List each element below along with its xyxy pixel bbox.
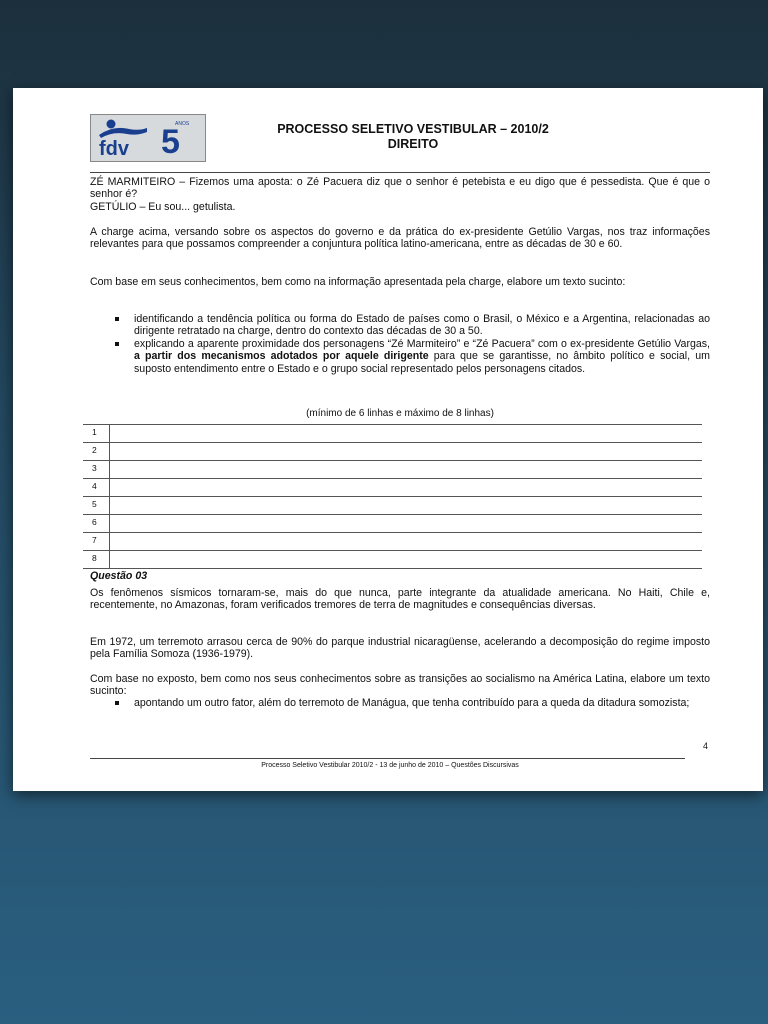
answer-line[interactable] (83, 515, 702, 533)
document-header (243, 122, 583, 152)
line-separator (109, 515, 110, 533)
line-separator (109, 461, 110, 479)
page-number: 4 (703, 741, 709, 751)
line-separator (109, 479, 110, 497)
line-separator (109, 425, 110, 443)
question-3-item-text: apontando um outro fator, além do terremoto de Manágua, que tenha contribuído para a queda da ditadura somozista; (134, 697, 690, 709)
answer-line[interactable] (83, 533, 702, 551)
bullet-icon (115, 317, 119, 321)
line-separator (109, 497, 110, 515)
paragraph-1: A charge acima, versando sobre os aspectos do governo e da prática do ex-presidente Getúlio Vargas, nos traz informações relevantes para que possamos compreender a conjuntura política latino-americana, entre as décadas de 30 e 60. (90, 226, 710, 251)
line-separator (109, 551, 110, 569)
header-title: PROCESSO SELETIVO VESTIBULAR – 2010/2 (277, 122, 549, 136)
fdv-logo-graphic (91, 115, 205, 161)
instruction-text-1: identificando a tendência política ou forma do Estado de países como o Brasil, o México e a Argentina, relacionadas ao dirigente retratado na charge, dentro do contexto das décadas de 30 a 50. (134, 313, 710, 338)
line-separator (109, 533, 110, 551)
paragraph-2: Com base em seus conhecimentos, bem como na informação apresentada pela charge, elabore um texto sucinto: (90, 276, 626, 288)
line-number: 5 (92, 499, 97, 509)
line-number: 2 (92, 445, 97, 455)
instruction-text-2a: explicando a aparente proximidade dos personagens “Zé Marmiteiro” e “Zé Pacuera” com o ex-presidente Getúlio Vargas, (134, 337, 710, 350)
footer-rule (90, 758, 685, 759)
page-footer: Processo Seletivo Vestibular 2010/2 - 13 de junho de 2010 – Questões Discursivas (261, 762, 519, 769)
fdv-logo (90, 114, 206, 162)
instruction-text-2-bold: a partir dos mecanismos adotados por aquele dirigente (134, 350, 429, 363)
instruction-item-2 (90, 338, 710, 375)
logo-number: 5 (161, 123, 180, 161)
question-3-paragraph-3: Com base no exposto, bem como nos seus conhecimentos sobre as transições ao socialismo na América Latina, elabore um texto sucinto: (90, 673, 710, 698)
logo-small-text: ANOS (175, 121, 190, 127)
line-separator (109, 443, 110, 461)
instruction-item-1 (90, 313, 710, 338)
answer-lines[interactable] (83, 424, 702, 569)
dialogue-line-2: GETÚLIO – Eu sou... getulista. (90, 200, 236, 213)
instruction-list (90, 313, 710, 375)
line-number: 4 (92, 481, 97, 491)
lines-note: (mínimo de 6 linhas e máximo de 8 linhas) (306, 408, 494, 419)
answer-line[interactable] (83, 461, 702, 479)
dialogue-line-1: ZÉ MARMITEIRO – Fizemos uma aposta: o Zé Pacuera diz que o senhor é petebista e eu digo que é pessedista. Que é que o senhor é? (90, 176, 710, 201)
line-number: 7 (92, 535, 97, 545)
answer-line[interactable] (83, 425, 702, 443)
line-number: 6 (92, 517, 97, 527)
question-3-title: Questão 03 (90, 570, 148, 582)
bullet-icon (115, 701, 119, 705)
question-3-paragraph-2: Em 1972, um terremoto arrasou cerca de 90% do parque industrial nicaragüense, acelerando a decomposição do regime imposto pela Família Somoza (1936-1979). (90, 636, 710, 661)
line-number: 8 (92, 553, 97, 563)
question-3-list (90, 697, 710, 709)
bullet-icon (115, 342, 119, 346)
question-3-paragraph-1: Os fenômenos sísmicos tornaram-se, mais do que nunca, parte integrante da atualidade americana. No Haiti, Chile e, recentemente, no Amazonas, foram verificados tremores de terra de magnitudes e consequências diversas. (90, 587, 710, 612)
header-subtitle: DIREITO (387, 137, 439, 151)
answer-line[interactable] (83, 497, 702, 515)
line-number: 1 (92, 427, 97, 437)
dialogue (90, 176, 710, 213)
header-rule (90, 172, 710, 173)
answer-line[interactable] (83, 479, 702, 497)
document-page (13, 88, 763, 791)
logo-text: fdv (99, 138, 129, 160)
question-3-item-1 (90, 697, 710, 709)
line-number: 3 (92, 463, 97, 473)
instruction-text-2b: para que se garantisse, no âmbito político e social, um suposto entendimento entre o Estado e o grupo social representado pelos personagens citados. (134, 350, 710, 375)
answer-line[interactable] (83, 443, 702, 461)
answer-line[interactable] (83, 551, 702, 569)
